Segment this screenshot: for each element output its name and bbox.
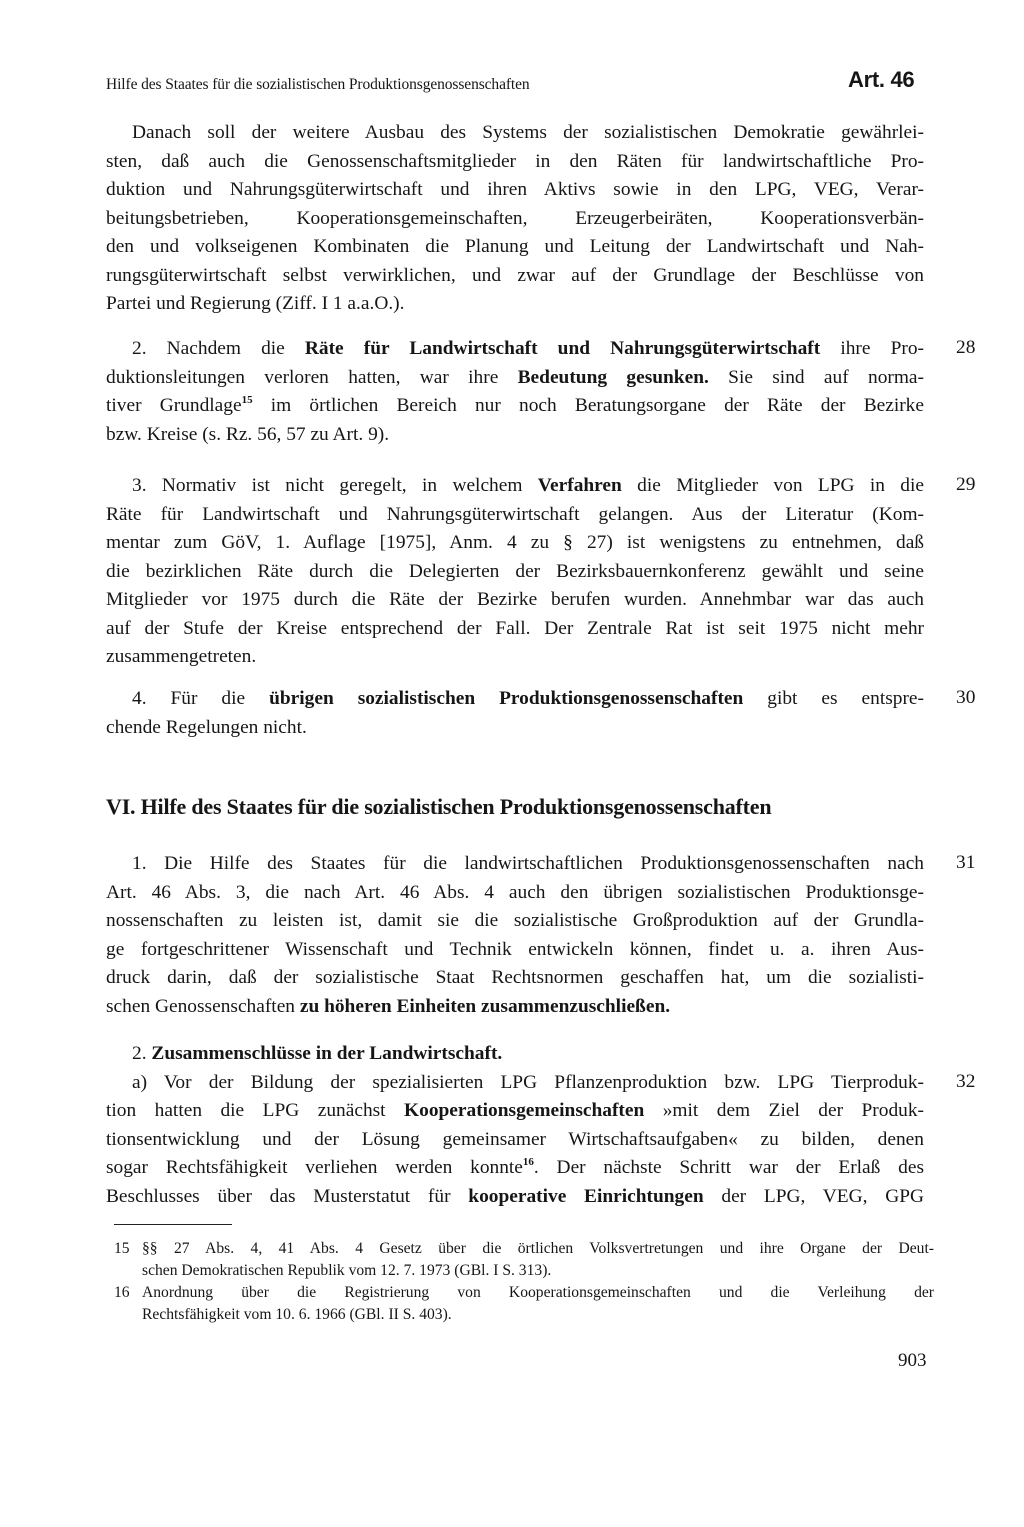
paragraph-29: [106, 472, 924, 672]
running-title: Hilfe des Staates für die sozialistischen Produktionsgenossenschaften: [106, 76, 530, 93]
section-heading: VI. Hilfe des Staates für die sozialistischen Produktionsgenossenschaften: [106, 794, 772, 819]
text-line: tion hatten die LPG zunächst Kooperationsgemeinschaften »mit dem Ziel der Produk-: [106, 1100, 924, 1121]
footnote-15: [114, 1238, 934, 1282]
text-line: sten, daß auch die Genossenschaftsmitglieder in den Räten für landwirtschaftliche Pro-: [106, 150, 924, 172]
text-line: bzw. Kreise (s. Rz. 56, 57 zu Art. 9).: [106, 423, 390, 445]
article-label: Art. 46: [848, 67, 915, 92]
text-line: den und volkseigenen Kombinaten die Planung und Leitung der Landwirtschaft und Nah-: [106, 236, 924, 257]
subsection-heading: 2. Zusammenschlüsse in der Landwirtschaft.: [132, 1043, 503, 1064]
text-line: ge fortgeschrittener Wissenschaft und Technik entwickeln können, findet u. a. ihren Aus-: [106, 938, 924, 960]
text-line: duktion und Nahrungsgüterwirtschaft und ihren Aktivs sowie in den LPG, VEG, Verar-: [106, 179, 924, 200]
footnote-number: 15: [114, 1240, 130, 1257]
text-line: Räte für Landwirtschaft und Nahrungsgüterwirtschaft gelangen. Aus der Literatur (Kom-: [106, 503, 924, 525]
text-line: Mitglieder vor 1975 durch die Räte der Bezirke berufen wurden. Annehmbar war das auch: [106, 589, 924, 610]
text-line: 2. Nachdem die Räte für Landwirtschaft und Nahrungsgüterwirtschaft ihre Pro-: [132, 338, 924, 359]
margin-number-31: 31: [956, 852, 976, 873]
text-line: sogar Rechtsfähigkeit verliehen werden konnte$^{16}$. Der nächste Schritt war der Erlaß des: [106, 1156, 924, 1178]
text-line: rungsgüterwirtschaft selbst verwirklichen, und zwar auf der Grundlage der Beschlüsse von: [106, 264, 924, 286]
text-line: druck darin, daß der sozialistische Staat Rechtsnormen geschaffen hat, um die sozialisti-: [106, 967, 924, 988]
margin-number-32: 32: [956, 1071, 976, 1092]
margin-number-30: 30: [956, 687, 976, 708]
footnote-16: [114, 1282, 934, 1326]
footnote-line: Rechtsfähigkeit vom 10. 6. 1966 (GBl. II S. 403).: [142, 1306, 452, 1323]
footnote-line: §§ 27 Abs. 4, 41 Abs. 4 Gesetz über die örtlichen Volksvertretungen und ihre Organe der Deut-: [142, 1240, 934, 1257]
footnote-ref-15: 15: [241, 394, 253, 406]
page-number: 903: [898, 1350, 927, 1371]
text-line: a) Vor der Bildung der spezialisierten LPG Pflanzenproduktion bzw. LPG Tierproduk-: [132, 1071, 924, 1093]
text-line: beitungsbetrieben, Kooperationsgemeinschaften, Erzeugerbeiräten, Kooperationsverbän-: [106, 207, 924, 229]
text-line: Partei und Regierung (Ziff. I 1 a.a.O.).: [106, 293, 405, 314]
text-line: die bezirklichen Räte durch die Delegierten der Bezirksbauernkonferenz gewählt und seine: [106, 560, 924, 582]
text-line: duktionsleitungen verloren hatten, war ihre Bedeutung gesunken. Sie sind auf norma-: [106, 366, 924, 388]
text-line: 3. Normativ ist nicht geregelt, in welchem Verfahren die Mitglieder von LPG in die: [132, 475, 924, 496]
text-line: schen Genossenschaften zu höheren Einheiten zusammenzuschließen.: [106, 995, 671, 1017]
paragraph-30: [106, 685, 924, 742]
text-line: nossenschaften zu leisten ist, damit sie die sozialistische Großproduktion auf der Grundla-: [106, 910, 924, 931]
paragraph-28: [106, 335, 924, 449]
footnote-number: 16: [114, 1284, 130, 1301]
text-line: Danach soll der weitere Ausbau des Systems der sozialistischen Demokratie gewährlei-: [132, 122, 924, 143]
margin-number-28: 28: [956, 337, 976, 358]
text-line: tiver Grundlage$^{15}$ im örtlichen Bereich nur noch Beratungsorgane der Räte der Bezirke: [106, 394, 924, 416]
paragraph-32: [106, 1040, 924, 1211]
footnote-divider: [114, 1224, 232, 1225]
footnote-line: schen Demokratischen Republik vom 12. 7. 1973 (GBl. I S. 313).: [142, 1262, 552, 1279]
text-line: 1. Die Hilfe des Staates für die landwirtschaftlichen Produktionsgenossenschaften nach: [132, 853, 924, 874]
footnote-line: Anordnung über die Registrierung von Kooperationsgemeinschaften und die Verleihung der: [142, 1284, 934, 1301]
text-line: auf der Stufe der Kreise entsprechend der Fall. Der Zentrale Rat ist seit 1975 nicht mehr: [106, 617, 924, 639]
text-line: chende Regelungen nicht.: [106, 716, 307, 738]
text-line: mentar zum GöV, 1. Auflage [1975], Anm. 4 zu § 27) ist wenigstens zu entnehmen, daß: [106, 532, 924, 553]
paragraph-31: [106, 850, 924, 1021]
margin-number-29: 29: [956, 474, 976, 495]
text-line: 4. Für die übrigen sozialistischen Produktionsgenossenschaften gibt es entspre-: [132, 688, 924, 709]
footnote-ref-16: 16: [522, 1156, 534, 1168]
paragraph-intro: [106, 119, 924, 319]
text-line: zusammengetreten.: [106, 646, 257, 667]
text-line: Art. 46 Abs. 3, die nach Art. 46 Abs. 4 auch den übrigen sozialistischen Produktionsge-: [106, 881, 924, 903]
text-line: tionsentwicklung und der Lösung gemeinsamer Wirtschaftsaufgaben« zu bilden, denen: [106, 1128, 924, 1150]
text-line: Beschlusses über das Musterstatut für kooperative Einrichtungen der LPG, VEG, GPG: [106, 1185, 924, 1207]
